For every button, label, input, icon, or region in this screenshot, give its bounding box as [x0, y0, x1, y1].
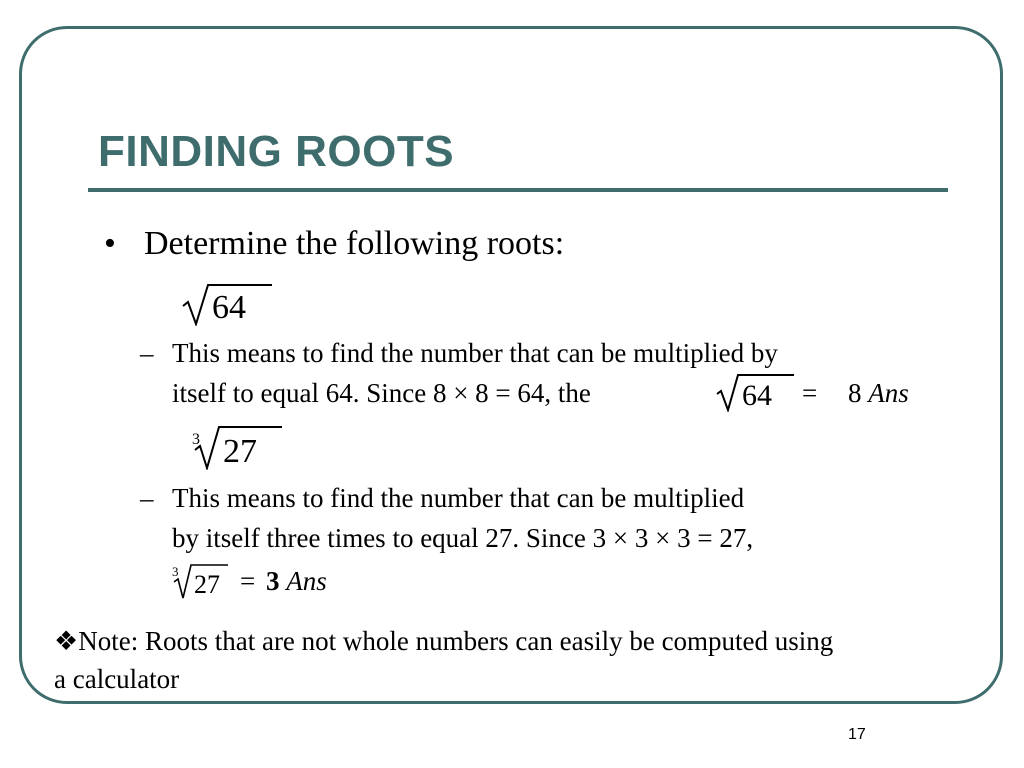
sub-bullet-1-line-2: itself to equal 64. Since 8 × 8 = 64, the — [172, 378, 591, 408]
sub-bullet-1-answer — [848, 375, 909, 411]
answer-label: Ans — [868, 378, 909, 408]
sub-bullet-2-equals: = — [240, 566, 256, 596]
note-line-2: a calculator — [54, 664, 180, 694]
inline-cube-root-27 — [172, 562, 232, 600]
title-underline — [88, 188, 948, 192]
note-text-1: Note: Roots that are not whole numbers can easily be computed using — [78, 626, 834, 656]
inline-square-root-64 — [714, 372, 798, 412]
root-index-3: 3 — [192, 431, 200, 448]
slide-title: FINDING ROOTS — [98, 127, 455, 176]
square-root-64-expression — [180, 282, 280, 326]
main-bullet-text: Determine the following roots: — [144, 225, 565, 262]
sub-bullet-2-answer — [266, 563, 327, 599]
inline-root-index-3: 3 — [172, 564, 179, 579]
sub-bullet-2-line-1: This means to find the number that can be multiplied — [172, 483, 745, 513]
radicand-27: 27 — [223, 433, 257, 470]
answer-label: Ans — [286, 566, 327, 596]
answer-value: 8 — [848, 378, 862, 408]
main-bullet — [104, 222, 564, 266]
radicand-64: 64 — [212, 289, 246, 326]
sub-bullet-1-line-1: This means to find the number that can be multiplied by — [172, 338, 778, 368]
inline-radicand-64: 64 — [742, 379, 772, 412]
inline-radicand-27: 27 — [194, 570, 220, 599]
sub-bullet-2-dash: – — [140, 483, 154, 513]
sub-bullet-2-line-2: by itself three times to equal 27. Since 3 × 3 × 3 = 27, — [172, 523, 754, 553]
sub-bullet-1-equals: = — [802, 378, 818, 408]
note-line-1 — [54, 622, 833, 660]
note-block — [54, 622, 833, 698]
diamond-bullet-icon: ❖ — [54, 626, 79, 656]
cube-root-27-expression — [192, 424, 288, 470]
sub-bullet-1-dash: – — [140, 338, 154, 368]
page-number: 17 — [848, 726, 866, 743]
answer-value: 3 — [266, 566, 280, 596]
bullet-marker: • — [104, 225, 116, 262]
